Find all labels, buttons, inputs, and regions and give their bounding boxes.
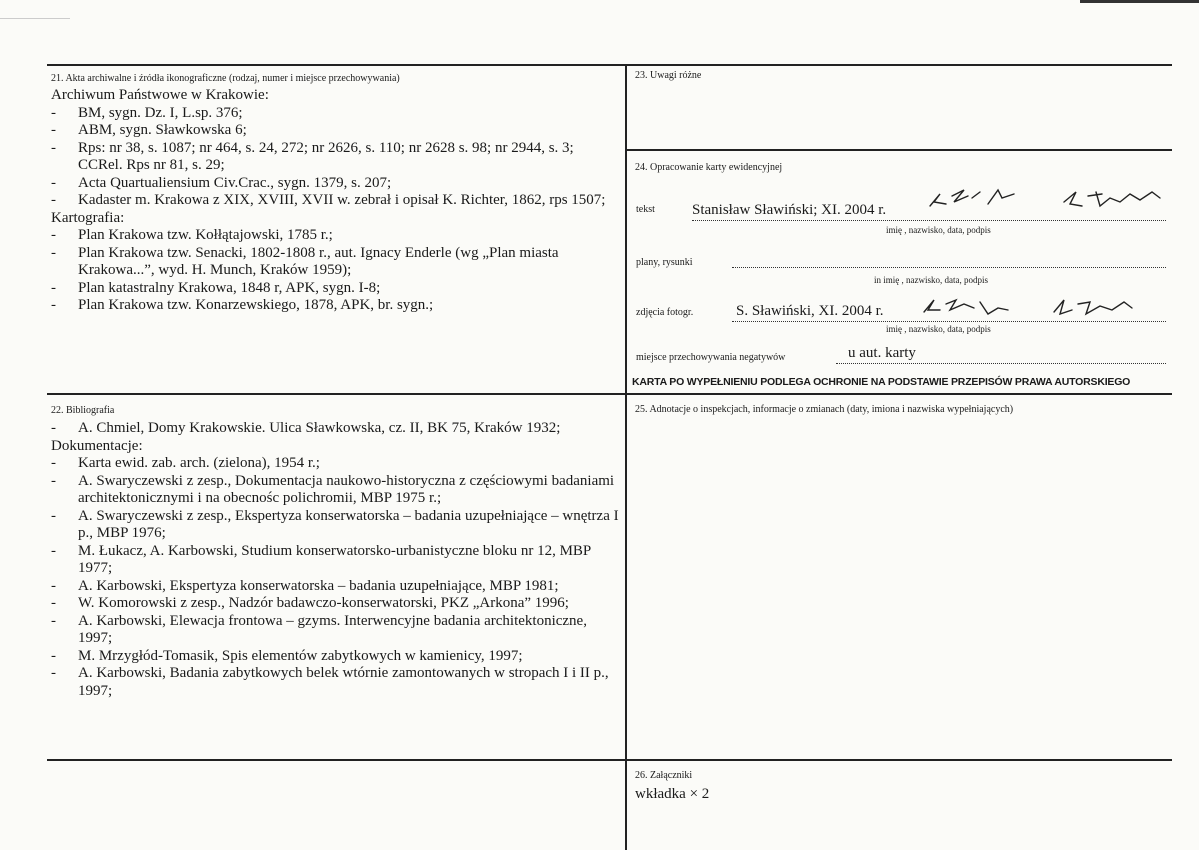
tekst-label: tekst <box>636 204 655 215</box>
list-item: - Acta Quartualiensium Civ.Crac., sygn. 1379, s. 207; <box>51 174 392 191</box>
form-rule-middle <box>47 393 1172 395</box>
list-item: - W. Komorowski z zesp., Nadzór badawczo-konserwatorski, PKZ „Arkona” 1996; <box>51 595 569 611</box>
tekst-line <box>692 220 1166 221</box>
plany-caption: in imię , nazwisko, data, podpis <box>874 275 988 285</box>
section-21-heading: 21. Akta archiwalne i źródła ikonograficzne (rodzaj, numer i miejsce przechowywania) <box>51 73 400 84</box>
section-24-heading: 24. Opracowanie karty ewidencyjnej <box>635 162 783 173</box>
signature-mark <box>924 186 1169 216</box>
section-26-value: wkładka × 2 <box>635 786 710 802</box>
row-plany <box>636 248 1172 288</box>
list-item: - Plan Krakowa tzw. Senacki, 1802-1808 r., aut. Ignacy Enderle (wg „Plan miasta Krakowa...”, wyd. H. Munch, Kraków 1959); <box>51 244 559 278</box>
miejsce-line <box>836 363 1166 364</box>
zdjecia-label: zdjęcia fotogr. <box>636 307 694 318</box>
form-column-divider <box>625 64 627 850</box>
list-item: - Plan katastralny Krakowa, 1848 r, APK, sygn. I-8; <box>51 279 381 296</box>
row-tekst <box>636 190 1172 236</box>
section-26-heading: 26. Załączniki <box>635 770 693 781</box>
list-item: - A. Swaryczewski z zesp., Dokumentacja naukowo-historyczna z częściowymi badaniami architektonicznymi i na obecnośc polichromii, MBP 1975 r.; <box>51 472 615 506</box>
section-23-heading: 23. Uwagi różne <box>635 70 702 81</box>
tekst-value: Stanisław Sławiński; XI. 2004 r. <box>692 202 887 218</box>
list-item: - Kadaster m. Krakowa z XIX, XVIII, XVII w. zebrał i opisał K. Richter, 1862, rps 1507; <box>51 192 606 208</box>
zdjecia-value: S. Sławiński, XI. 2004 r. <box>736 303 884 319</box>
list-item: - A. Karbowski, Ekspertyza konserwatorska – badania uzupełniające, MBP 1981; <box>51 577 559 594</box>
list-item: - A. Karbowski, Elewacja frontowa – gzyms. Interwencyjne badania architektoniczne, 1997; <box>51 612 587 646</box>
miejsce-value: u aut. karty <box>848 345 916 361</box>
list-item: - A. Swaryczewski z zesp., Ekspertyza konserwatorska – badania uzupełniające – wnętrza I p., MBP 1976; <box>51 507 619 541</box>
list-item: - BM, sygn. Dz. I, L.sp. 376; <box>51 104 243 121</box>
row-zdjecia <box>636 294 1172 338</box>
list-item: - Plan Krakowa tzw. Kołłątajowski, 1785 r.; <box>51 227 333 243</box>
form-rule-23-24 <box>626 149 1172 151</box>
section-21-archives <box>51 73 621 315</box>
list-item: - M. Łukacz, A. Karbowski, Studium konserwatorsko-urbanistyczne bloku nr 12, MBP 1977; <box>51 542 591 576</box>
form-rule-top <box>47 64 1172 66</box>
list-item: - Rps: nr 38, s. 1087; nr 464, s. 24, 272; nr 2626, s. 110; nr 2628 s. 98; nr 2944, s. 3; CCRel. Rps nr 81, s. 29; <box>51 139 574 173</box>
tekst-caption: imię , nazwisko, data, podpis <box>886 225 991 235</box>
section-22-group-dokumentacje: Dokumentacje: <box>51 437 143 454</box>
plany-line <box>732 267 1166 268</box>
list-item: - M. Mrzygłód-Tomasik, Spis elementów zabytkowych w kamienicy, 1997; <box>51 647 523 664</box>
miejsce-label: miejsce przechowywania negatywów <box>636 352 786 363</box>
list-item: - ABM, sygn. Sławkowska 6; <box>51 122 247 138</box>
section-21-group-archiwum: Archiwum Państwowe w Krakowie: <box>51 87 269 103</box>
copyright-note: KARTA PO WYPEŁNIENIU PODLEGA OCHRONIE NA PODSTAWIE PRZEPISÓW PRAWA AUTORSKIEGO <box>632 376 1131 388</box>
scan-edge-mark <box>1080 0 1199 3</box>
zdjecia-line <box>732 321 1166 322</box>
list-item: - Karta ewid. zab. arch. (zielona), 1954 r.; <box>51 455 320 471</box>
row-miejsce <box>636 343 1172 369</box>
section-22-bibliography <box>51 405 621 700</box>
section-25-heading: 25. Adnotacje o inspekcjach, informacje o zmianach (daty, imiona i nazwiska wypełniających) <box>635 404 1014 415</box>
scan-edge-line <box>0 18 70 19</box>
plany-label: plany, rysunki <box>636 257 693 268</box>
signature-mark <box>918 294 1148 320</box>
list-item: - A. Chmiel, Domy Krakowskie. Ulica Sławkowska, cz. II, BK 75, Kraków 1932; <box>51 420 561 436</box>
list-item: - A. Karbowski, Badania zabytkowych belek wtórnie zamontowanych w stropach I i II p., 1997; <box>51 665 609 699</box>
section-21-group-kartografia: Kartografia: <box>51 209 125 226</box>
zdjecia-caption: imię , nazwisko, data, podpis <box>886 324 991 334</box>
form-rule-lower <box>47 759 1172 761</box>
section-22-heading: 22. Bibliografia <box>51 405 115 416</box>
list-item: - Plan Krakowa tzw. Konarzewskiego, 1878, APK, br. sygn.; <box>51 297 434 313</box>
